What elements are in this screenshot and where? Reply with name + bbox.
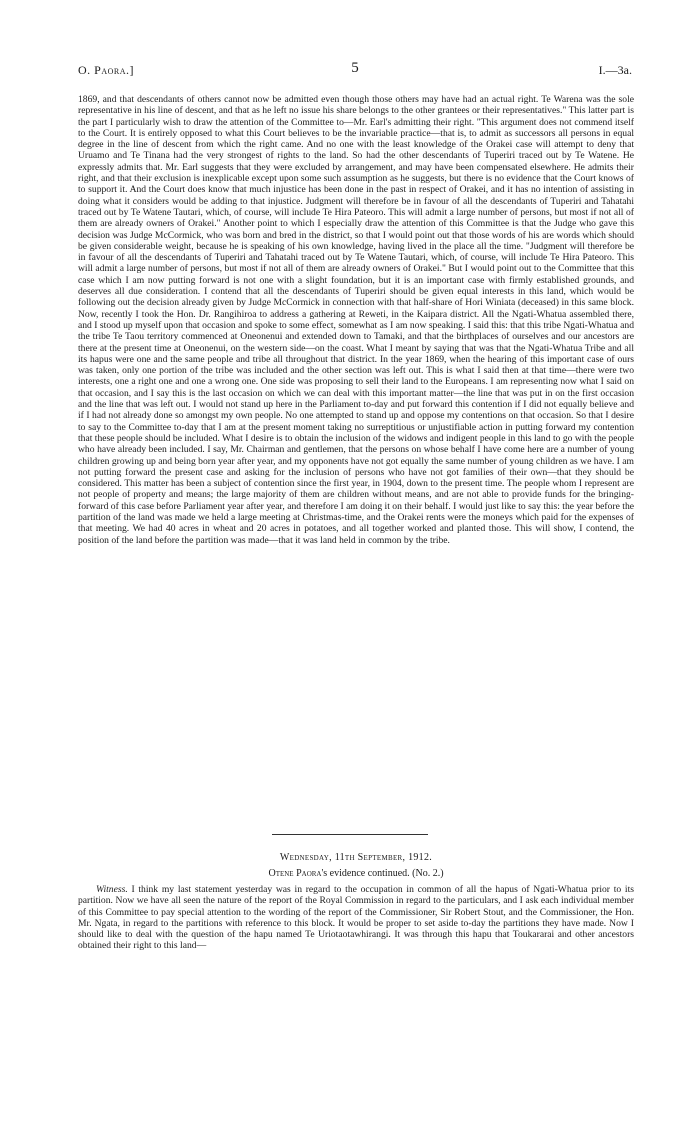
paragraph-2 [78, 884, 634, 952]
witness-name: Otene Paora [268, 868, 322, 879]
date-heading: Wednesday, 11th September, 1912. [279, 852, 433, 863]
sub-heading-rest: 's evidence continued. (No. 2.) [321, 868, 444, 879]
evidence-sub-heading [78, 868, 634, 879]
page-header [78, 60, 632, 80]
section-divider [272, 834, 428, 835]
page-number: 5 [351, 60, 359, 76]
second-text-block [78, 884, 634, 952]
main-text-block [78, 94, 634, 546]
header-right-label: I.—3a. [598, 63, 632, 77]
paragraph-2-text: I think my last statement yesterday was in regard to the occupation in common of all the hapus of Ngati-Whatua prior to its partition. Now we have all seen the nature of the report of the Royal Commission in regard to the particulars, and I ask each individual member of this Committee to pay special attention to the wording of the report of the Commissioner, Sir Robert Stout, and the Commissioner, the Hon. Mr. Ngata, in regard to the partitions with reference to this block. It would be proper to set aside to-day the partitions they have made. Now I should like to deal with the question of the hapu named Te Uriotaotawhirangi. It was through this hapu that Toukararai and other ancestors obtained their right to this land— [78, 884, 634, 952]
witness-label: Witness. [96, 884, 128, 895]
header-left-label: O. Paora.] [78, 63, 135, 77]
paragraph-1: 1869, and that descendants of others cannot now be admitted even though those others may have had an actual right. Te Warena was the sole representative in his line of descent, and that as he left no issue his share belongs to the other grantees or their representatives." This latter part is the part I particularly wish to draw the attention of the Committee to—Mr. Earl's admitting their right. "This argument does not commend itself to the Court. It is entirely opposed to what this Court believes to be the invariable practice—that is, to admit as successors all persons in equal degree in the line of descent from which the right came. And no one with the least knowledge of the Orakei case will attempt to deny that Uruamo and Te Tinana had the very strongest of rights to the land. So had the other descendants of Tuperiri traced out by Te Watene. He expressly admits that. Mr. Earl suggests that they were excluded by arrangement, and may have been compensated elsewhere. He admits their right, and that their exclusion is inexplicable except upon some such assumption as he suggests, but there is no evidence that the Court knows of to support it. And the Court does know that much injustice has been done in the past in respect of Orakei, and it has no intention of assisting in doing what it considers would be adding to that injustice. Judgment will therefore be in favour of all the descendants of Tuperiri and Tahatahi traced out by Te Watene Tautari, which, of course, will include Te Hira Pateoro. This will admit a large number of persons, but most if not all of them are already owners of Orakei." Another point to which I especially draw the attention of this Committee is that the Judge who gave this decision was Judge McCormick, who was born and bred in the district, so that I would point out that those words of his are words which should be given considerable weight, because he is speaking of his own knowledge, having lived in the place all the time. "Judgment will therefore be in favour of all the descendants of Tuperiri and Tahatahi traced out by Te Watene Tautari, which, of course, will include Te Hira Pateoro. This will admit a large number of persons, but most if not all of them are already owners of Orakei." But I would point out to the Committee that this case which I am now putting forward is not one with a slight foundation, but it is an important case with firmly established grounds, and deserves all due consideration. I contend that all the descendants of Tuperiri should be given equal interests in this land, which would be following out the decision already given by Judge McCormick in connection with that half-share of Hori Winiata (deceased) in this same block. Now, recently I took the Hon. Dr. Rangihiroa to address a gathering at Reweti, in the Kaipara district. All the Ngati-Whatua assembled there, and I stood up myself upon that occasion and spoke to some effect, somewhat as I am now speaking. I said this: that this tribe Ngati-Whatua and the tribe Te Taou territory commenced at Oneonenui and extended down to Tamaki, and that the birthplaces of ourselves and our ancestors are there at the present time at Oneonenui, on the western side—on the coast. What I meant by saying that was that the Ngati-Whatua Tribe and all its hapus were one and the same people and tribe all throughout that district. In the year 1869, when the hearing of this important case of ours was taken, only one portion of the tribe was included and the other section was left out. This is what I said then at that time—there were two interests, one a right one and one a wrong one. One side was proposing to sell their land to the Europeans. I am representing now what I said on that occasion, and I say this is the last occasion on which we can deal with this important matter—the line that was put in on the first occasion and the line that was left out. I would not stand up here in the Parliament to-day and put forward this contention if I did not equally believe and if I had not already done so amongst my own people. No one attempted to stand up and oppose my contentions on that occasion. So that I desire to say to the Committee to-day that I am at the present moment taking no surreptitious or unjustifiable action in putting forward my contention that these people should be included. What I desire is to obtain the inclusion of the widows and indigent people in this land to go with the people who have already been included. I say, Mr. Chairman and gentlemen, that the persons on whose behalf I have come here are a number of young children growing up and being born year after year, and my opponents have not got equally the same number of young children as we have. I am not putting forward the present case and asking for the inclusion of persons who have not got families of their own—that they should be considered. This matter has been a subject of contention since the first year, in 1904, down to the present time. The people whom I represent are not people of property and means; the large majority of them are children without means, and are not able to provide funds for the bringing-forward of this case before Parliament year after year, and therefore I am doing it on their behalf. I would just like to say this: the year before the partition of the land was made we held a large meeting at Christmas-time, and the Orakei rents were the moneys which paid for the expenses of that meeting. We had 40 acres in wheat and 20 acres in potatoes, and all together worked and planted those. This will show, I contend, the position of the land before the partition was made—that it was land held in common by the tribe. [78, 94, 634, 546]
